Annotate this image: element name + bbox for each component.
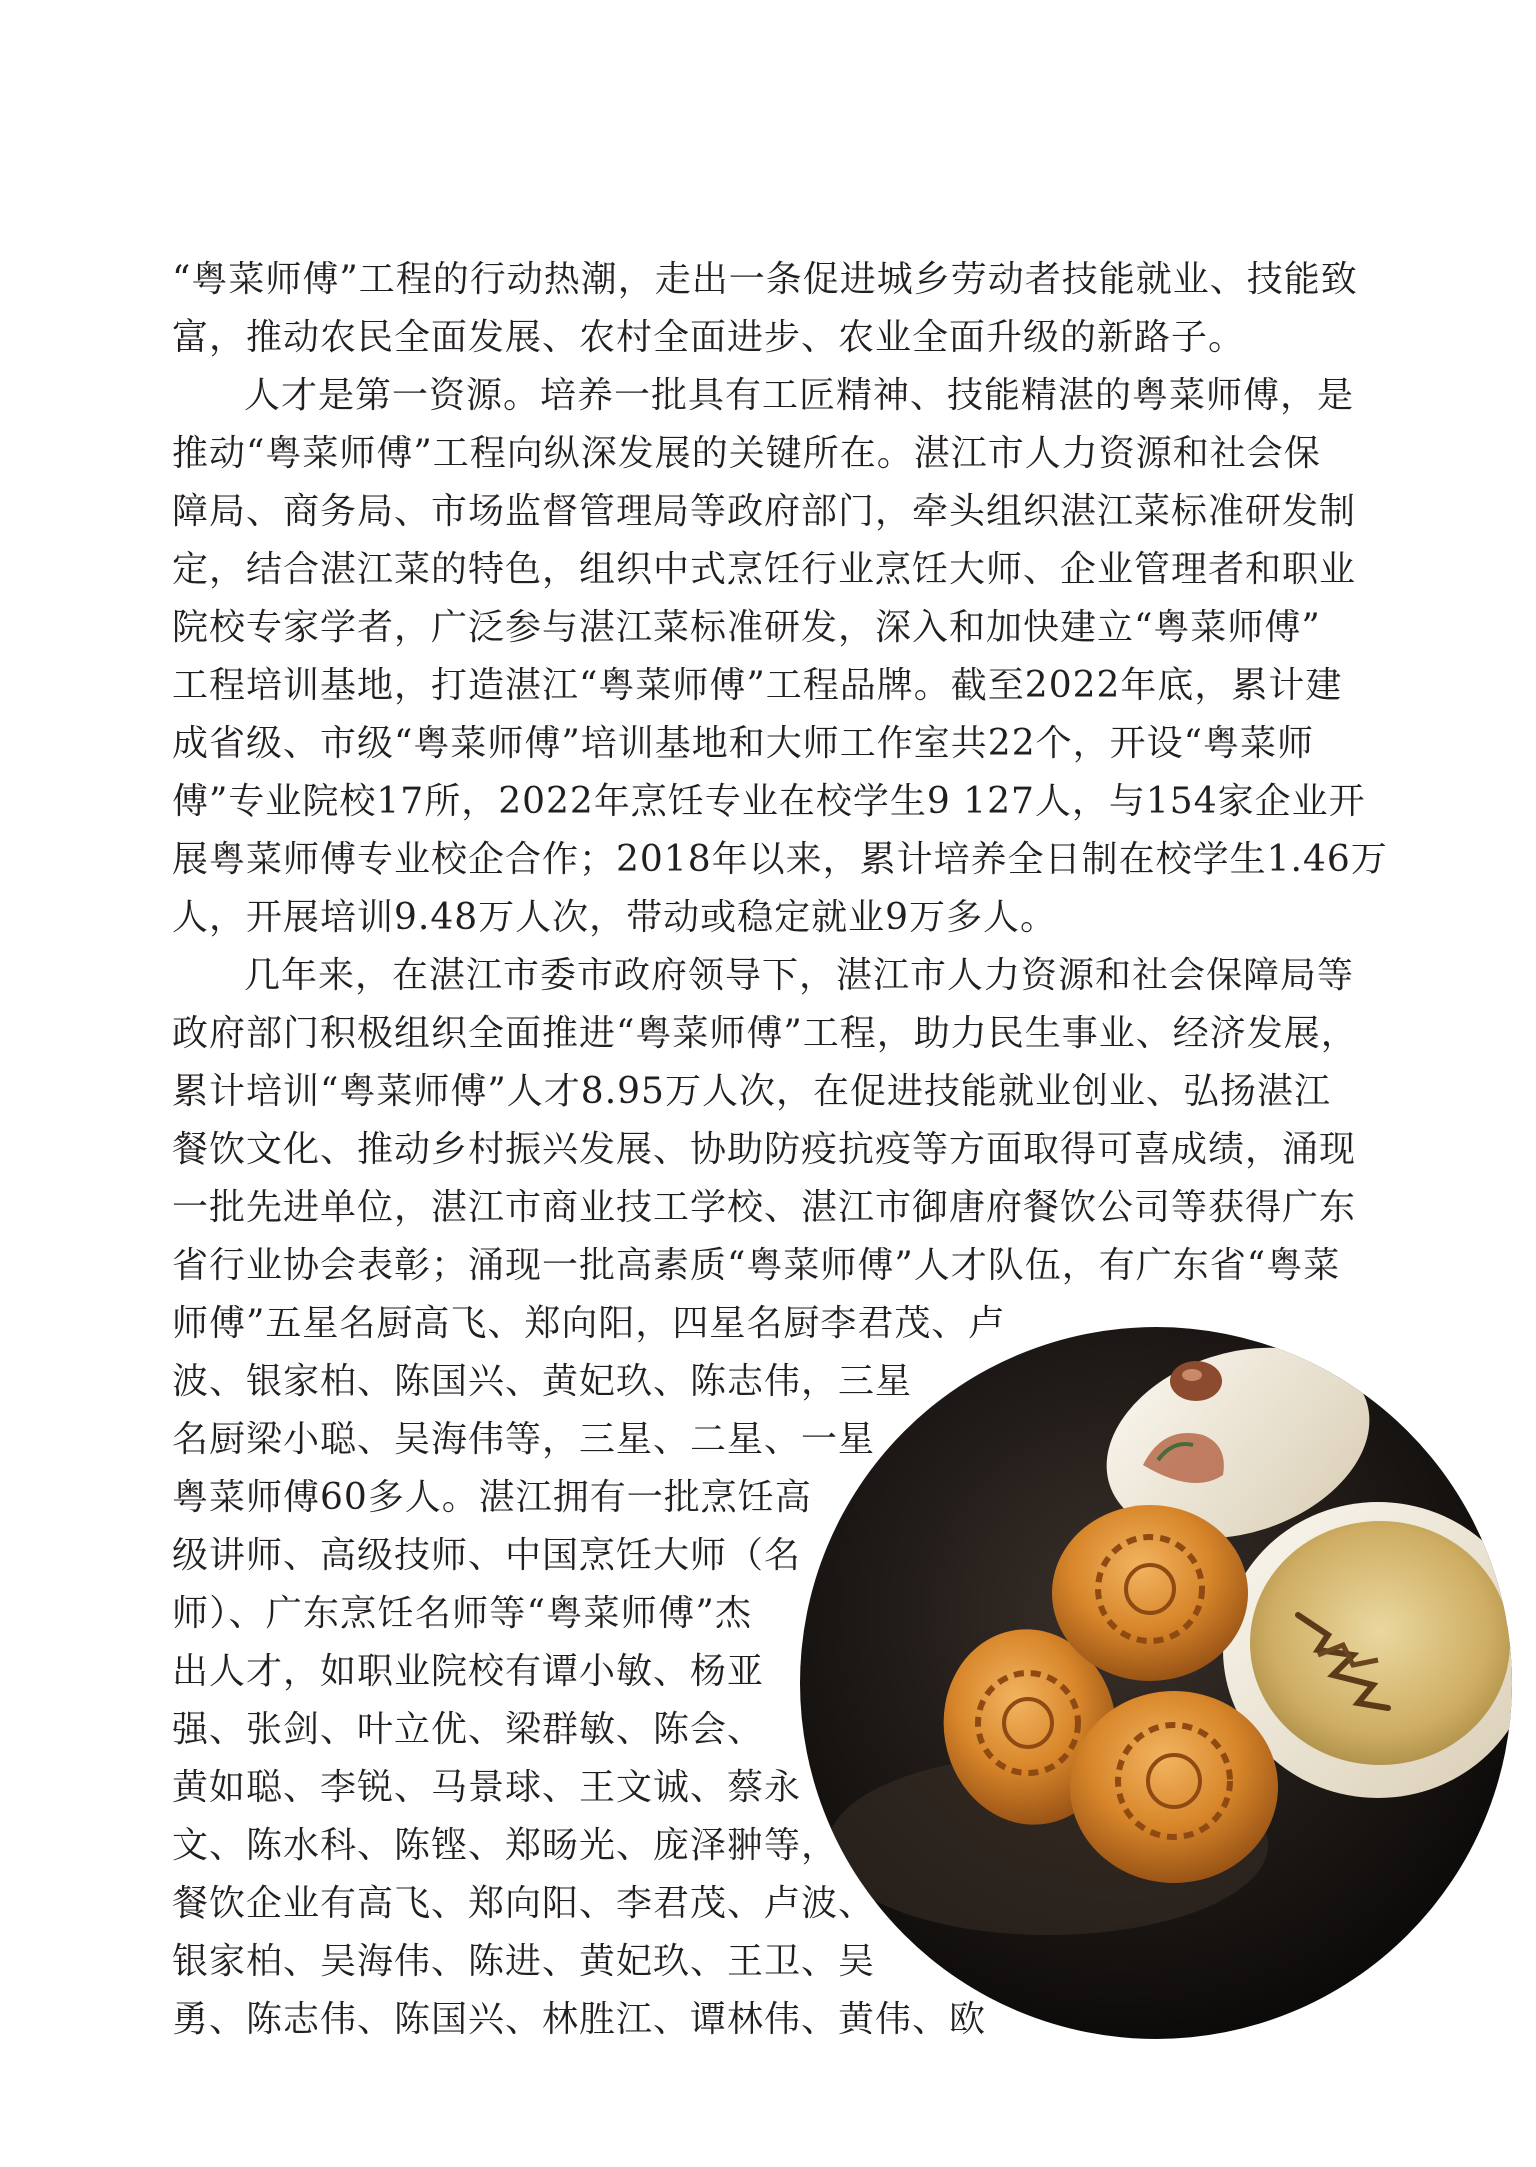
text-line: 省行业协会表彰；涌现一批高素质“粤菜师傅”人才队伍，有广东省“粤菜 xyxy=(172,1245,1341,1286)
text-line: 人，开展培训9.48万人次，带动或稳定就业9万多人。 xyxy=(172,897,1058,938)
text-line: 粤菜师傅60多人。湛江拥有一批烹饪高 xyxy=(172,1477,812,1518)
text-line: “粤菜师傅”工程的行动热潮，走出一条促进城乡劳动者技能就业、技能致 xyxy=(172,259,1358,300)
text-line: 文、陈水科、陈铿、郑旸光、庞泽翀等， xyxy=(172,1825,839,1866)
text-line: 人才是第一资源。培养一批具有工匠精神、技能精湛的粤菜师傅，是 xyxy=(244,375,1355,416)
text-line: 强、张剑、叶立优、梁群敏、陈会、 xyxy=(172,1709,765,1750)
text-line: 一批先进单位，湛江市商业技工学校、湛江市御唐府餐饮公司等获得广东 xyxy=(172,1187,1357,1228)
mooncake xyxy=(1070,1691,1278,1883)
text-line: 师傅”五星名厨高飞、郑向阳，四星名厨李君茂、卢 xyxy=(172,1303,1006,1344)
text-line: 工程培训基地，打造湛江“粤菜师傅”工程品牌。截至2022年底，累计建 xyxy=(172,665,1343,706)
text-line: 推动“粤菜师傅”工程向纵深发展的关键所在。湛江市人力资源和社会保 xyxy=(172,433,1321,474)
text-line: 傅”专业院校17所，2022年烹饪专业在校学生9 127人，与154家企业开 xyxy=(172,781,1366,822)
text-line: 餐饮企业有高飞、郑向阳、李君茂、卢波、 xyxy=(172,1883,876,1924)
text-line: 名厨梁小聪、吴海伟等，三星、二星、一星 xyxy=(172,1419,876,1460)
text-line: 师）、广东烹饪名师等“粤菜师傅”杰 xyxy=(172,1593,752,1634)
text-line: 富，推动农民全面发展、农村全面进步、农业全面升级的新路子。 xyxy=(172,317,1246,358)
text-line: 波、银家柏、陈国兴、黄妃玖、陈志伟，三星 xyxy=(172,1361,913,1402)
text-line: 勇、陈志伟、陈国兴、林胜江、谭林伟、黄伟、欧 xyxy=(172,1999,987,2040)
mooncake xyxy=(1052,1505,1248,1681)
text-line: 定，结合湛江菜的特色，组织中式烹饪行业烹饪大师、企业管理者和职业 xyxy=(172,549,1357,590)
text-line: 几年来，在湛江市委市政府领导下，湛江市人力资源和社会保障局等 xyxy=(244,955,1355,996)
text-line: 银家柏、吴海伟、陈进、黄妃玖、王卫、吴 xyxy=(172,1941,876,1982)
text-line: 展粤菜师傅专业校企合作；2018年以来，累计培养全日制在校学生1.46万 xyxy=(172,839,1388,880)
text-line: 累计培训“粤菜师傅”人才8.95万人次，在促进技能就业创业、弘扬湛江 xyxy=(172,1071,1331,1112)
text-line: 餐饮文化、推动乡村振兴发展、协助防疫抗疫等方面取得可喜成绩，涌现 xyxy=(172,1129,1357,1170)
text-line: 出人才，如职业院校有谭小敏、杨亚 xyxy=(172,1651,765,1692)
text-line: 黄如聪、李锐、马景球、王文诚、蔡永 xyxy=(172,1767,802,1808)
text-line: 障局、商务局、市场监督管理局等政府部门，牵头组织湛江菜标准研发制 xyxy=(172,491,1357,532)
text-line: 院校专家学者，广泛参与湛江菜标准研发，深入和加快建立“粤菜师傅” xyxy=(172,607,1321,648)
text-line: 成省级、市级“粤菜师傅”培训基地和大师工作室共22个，开设“粤菜师 xyxy=(172,723,1315,764)
mooncake-tea-photo xyxy=(798,1325,1514,2041)
text-line: 政府部门积极组织全面推进“粤菜师傅”工程，助力民生事业、经济发展， xyxy=(172,1013,1358,1054)
text-line: 级讲师、高级技师、中国烹饪大师（名 xyxy=(172,1535,802,1576)
